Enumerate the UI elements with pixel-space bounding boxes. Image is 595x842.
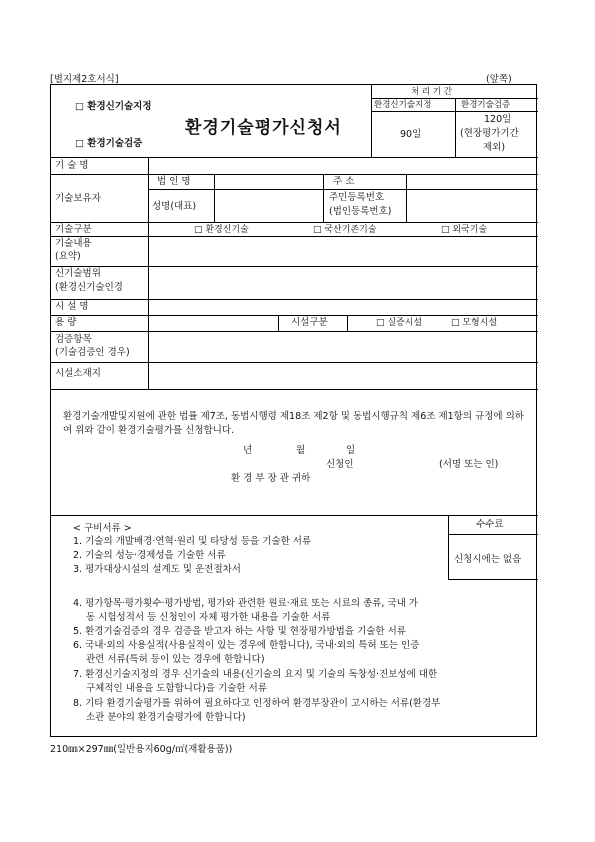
declaration-text: 환경기술개발및지원에 관한 법률 제7조, 동법시행령 제18조 제2항 및 동법시행규칙 제6조 제1항의 규정에 의하여 위와 같이 환경기술평가를 신청합니다. bbox=[63, 411, 524, 436]
facility-type-label: 시설구분 bbox=[291, 317, 328, 328]
corp-name-field[interactable] bbox=[215, 175, 322, 189]
document-item: 1. 기술의 개발배경·연혁·원리 및 타당성 등을 기술한 서류 bbox=[73, 536, 312, 547]
holder-label: 기술보유자 bbox=[55, 193, 101, 204]
resident-no-field[interactable] bbox=[407, 190, 537, 221]
resident-no-label: 주민등록번호 bbox=[329, 192, 385, 203]
verification-period-line2: (현장평가기간 bbox=[460, 128, 519, 139]
fee-value: 신청시에는 없음 bbox=[454, 554, 522, 565]
document-item: 2. 기술의 성능·경제성을 기술한 서류 bbox=[73, 550, 226, 561]
new-tech-checkbox[interactable]: □ 환경신기술 bbox=[194, 225, 249, 235]
domestic-tech-checkbox[interactable]: □ 국산기존기술 bbox=[313, 225, 377, 235]
document-item: 8. 기타 환경기술평가를 위하여 필요하다고 인정하여 환경부장관이 고시하는 서류(환경부 bbox=[73, 698, 441, 709]
tech-content-sub-label: (요약) bbox=[55, 251, 81, 262]
documents-header: < 구비서류 > bbox=[73, 523, 132, 534]
date-day-label: 일 bbox=[346, 445, 356, 456]
designation-period-value: 90일 bbox=[400, 129, 422, 140]
address-label: 주 소 bbox=[333, 176, 355, 187]
new-tech-scope-field[interactable] bbox=[149, 267, 537, 298]
document-item-continued: 동 시험성적서 등 신청인이 자체 평가한 내용을 기술한 서류 bbox=[86, 612, 331, 623]
document-item-continued: 구체적인 내용을 도함합니다)을 기술한 서류 bbox=[86, 683, 267, 694]
page-title: 환경기술평가신청서 bbox=[185, 118, 342, 138]
fee-header: 수수료 bbox=[476, 519, 504, 530]
document-item-continued: 관련 서류(특허 등이 있는 경우에 한합니다) bbox=[86, 654, 265, 665]
tech-type-label: 기술구분 bbox=[55, 224, 92, 235]
document-item: 4. 평가항목·평가횟수·평가방법, 평가와 관련한 원료·재료 또는 시료의 종류, 국내 가 bbox=[73, 598, 419, 609]
model-facility-checkbox[interactable]: □ 모형시설 bbox=[451, 318, 498, 328]
corp-reg-no-label: (법인등록번호) bbox=[329, 206, 392, 217]
facility-location-field[interactable] bbox=[149, 363, 537, 388]
new-tech-scope-sub-label: (환경신기술인경 bbox=[55, 282, 123, 293]
addressee-label: 환 경 부 장 관 귀하 bbox=[231, 473, 311, 484]
facility-name-field[interactable] bbox=[149, 300, 537, 314]
verification-period-line3: 제외) bbox=[483, 142, 506, 153]
document-item: 7. 환경신기술지정의 경우 신기술의 내용(신기술의 요지 및 기술의 독창성·진보성에 대한 bbox=[73, 669, 438, 680]
designation-checkbox[interactable]: □ 환경신기술지정 bbox=[75, 101, 152, 112]
verify-items-label: 검증항목 bbox=[55, 334, 92, 345]
tech-content-field[interactable] bbox=[149, 237, 537, 265]
foreign-tech-checkbox[interactable]: □ 외국기술 bbox=[441, 225, 488, 235]
tech-content-label: 기술내용 bbox=[55, 238, 92, 249]
capacity-label: 용 량 bbox=[55, 317, 77, 328]
tech-name-field[interactable] bbox=[149, 157, 537, 174]
form-number: [별지제2호서식] bbox=[50, 74, 119, 85]
document-item-continued: 소관 분야의 환경기술평가에 한합니다) bbox=[86, 712, 246, 723]
capacity-field[interactable] bbox=[149, 316, 277, 330]
demo-facility-checkbox[interactable]: □ 실증시설 bbox=[376, 318, 423, 328]
rep-name-label: 성명(대표) bbox=[152, 201, 197, 212]
facility-location-label: 시설소재지 bbox=[55, 368, 101, 379]
document-item: 6. 국내·외의 사용실적(사용실적이 있는 경우에 한합니다), 국내·외의 특허 또는 인증 bbox=[73, 640, 420, 651]
document-item: 3. 평가대상시설의 설계도 및 운전절차서 bbox=[73, 564, 241, 575]
paper-spec: 210㎜×297㎜(일반용지60g/㎡(재활용품)) bbox=[50, 744, 233, 755]
rep-name-field[interactable] bbox=[215, 190, 322, 221]
verification-checkbox[interactable]: □ 환경기술검증 bbox=[75, 138, 143, 149]
address-field[interactable] bbox=[407, 175, 537, 189]
verification-period-line1: 120일 bbox=[484, 114, 512, 125]
date-month-label: 월 bbox=[296, 445, 306, 456]
facility-name-label: 시 설 명 bbox=[55, 301, 89, 312]
processing-period-header: 처 리 기 간 bbox=[411, 87, 452, 97]
applicant-label: 신청인 bbox=[326, 459, 354, 470]
verification-period-label: 환경기술검증 bbox=[461, 100, 511, 110]
tech-name-label: 기 술 명 bbox=[55, 160, 89, 171]
signature-label: (서명 또는 인) bbox=[439, 459, 499, 470]
date-year-label: 년 bbox=[243, 445, 253, 456]
document-item: 5. 환경기술검증의 경우 검증을 받고자 하는 사항 및 현장평가방법을 기술한 서류 bbox=[73, 626, 406, 637]
new-tech-scope-label: 신기술범위 bbox=[55, 268, 101, 279]
verify-items-field[interactable] bbox=[149, 332, 537, 361]
page-side: (앞쪽) bbox=[486, 74, 512, 85]
corp-name-label: 법 인 명 bbox=[157, 176, 191, 187]
verify-items-sub-label: (기술검증인 경우) bbox=[55, 347, 130, 358]
designation-period-label: 환경신기술지정 bbox=[374, 100, 432, 110]
application-form bbox=[50, 84, 537, 737]
